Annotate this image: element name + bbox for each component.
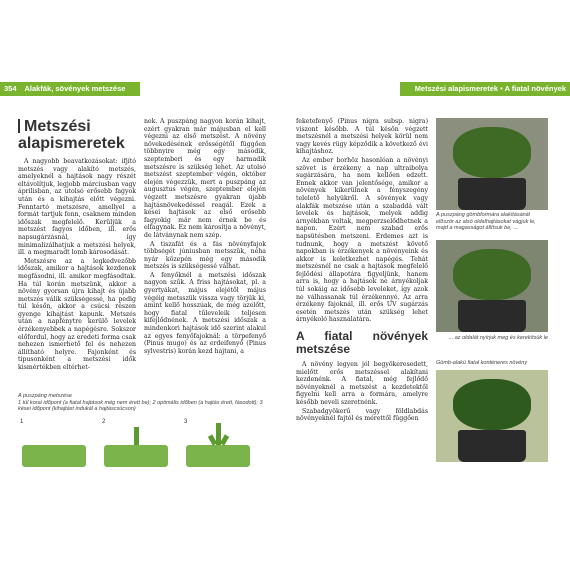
photo-boxwood-ball	[436, 370, 548, 462]
photo-boxwood-trim-1	[436, 118, 548, 210]
hedge-shape	[22, 445, 86, 467]
paragraph: Az ember borhöz hasonlóan a növényi szövet is érzékeny a nap ultraibolya sugárzására, ha nem kellően edzett. Ennek akkor van jelentősége, amikor a növények kikerülnek a fényszegény telelető helyükről. A sövények vagy alakfák metszése után a szabaddá vált levelek és hajtások, melyek addig árnyékban voltak, megperzselődhetnek a napon. Ezért nem szabad erős napsütésben metszeni. Érdemes azt is tudnunk, hogy a metszést követő napokban is érzékenyek a növényeink és akkor is keletkezhet napégés. Tehát metszésnél ne csak a hajtások megfelelő fejlődési állapotára figyeljünk, hanem arra is, hogy a hajtások ne árnyékoljak túl sokáig az idősebb leveleket, így azok ne válhassanak túl érzékennyé. Az arra érzékeny fajoknál, ill. erős UV sugárzás esetén metszés után szükség lehet árnyékoló használatára.	[296, 156, 428, 324]
photo-boxwood-trim-2	[436, 240, 548, 332]
photo-caption-1: A puszpáng gömbformára alakításánál először az alsó oldalhajtásokat vágjuk le, majd a magasságot állítsuk be, ...	[436, 212, 536, 232]
paragraph: Metszésre az a legkedvezőbb időszak, amikor a hajtások kezdenek megfásodni, ill. amikor megfásodtak. Ha túl korán metszünk, akkor a növény gyorsan újra kihajt és újabb metszés válik szükségessé, ha pedig túl későn, akkor a csúcsi részen gyenge kihajtást kapunk. Metszés után a napfénytre kerülő levelek érzékenyebbek a napégésre. Sokszor előfordul, hogy az eredeti forma csak nehezen ismerhető fel és nehezen állítható helyre. Fajonként és típusonként a metszési idők kismértékben eltérhet-	[18, 257, 136, 372]
paragraph: A fenyőknél a metszési időszak nagyon szűk. A friss hajtásokat, pl. a gyertyákat, május elejétől május végéig metsszük vissza vagy törjük ki, amint kellő hosszúak, de még azelőtt, hogy fiatal tűleveleik teljesen kifejlődnének. A metszési időszak a mindenkori hajtások idő szerint alakul az egyes fenyőfajoknál: a törpefenyő (Pinus mugo) és az erdeifenyő (Pinus sylvestris) korán kezd hajtani, a	[144, 271, 266, 355]
diagram-step-2	[100, 419, 172, 467]
paragraph: feketefenyő (Pinus nigra subsp. nigra) viszont később. A túl későn végzett metszésnél a metszési helyek körül nem vagy kevés rügy képződik a következő évi kihajtáshoz.	[296, 118, 428, 156]
paragraph: Szabadgyökerű vagy földlabdás növényeknél fajtól és mérettől függően	[296, 407, 428, 423]
heading-bar	[18, 119, 20, 133]
photo-caption-2: ... az oldalát nyírjuk meg és kerekítsük le	[448, 335, 548, 341]
diagram-caption-text: 1 túl korai időpont (a fiatal hajtások még nem érett be); 2 optimális időben (a hajtás érett, fásodott); 3 kései időpont (kihajtást indukál a hajtáscsúcson)	[18, 399, 263, 413]
diagram-label: 2	[102, 419, 106, 425]
diagram-step-3	[182, 419, 254, 467]
right-page-number: 355	[553, 112, 566, 121]
diagram-caption	[18, 393, 268, 413]
diagram-label: 1	[20, 419, 24, 425]
bush-shape	[453, 127, 531, 178]
bush-shape	[453, 249, 531, 300]
section-heading: A fiatal növények metszése	[296, 329, 428, 357]
boxwood-pruning-diagram	[18, 419, 268, 467]
paragraph: A nagyobb beavatkozásokat: ifjító metszés vagy alakító metszés, amelyeknél a hajtások nagy részét eltávolítjuk, legjobb márciusban vagy áprilisban, az utolsó erősebb fagyok után és a kihajtás előtt végezni. Fenntartó metszésre, amellyel a formát tartjuk fenn, csaknem minden időszak megfelelő. Kerüljük a metszést fagyos időben, ill. erős napsugárzásnál, így minimalizálhatjuk a metszési helyek, ill. a megmaradt lomb károsodását.	[18, 158, 136, 257]
left-page-number: 354	[4, 84, 17, 93]
left-column-1	[18, 118, 136, 373]
right-page-header	[400, 82, 570, 121]
bush-shape	[453, 379, 531, 430]
page-heading: Metszési alapismeretek	[18, 118, 125, 152]
diagram-label: 3	[184, 419, 188, 425]
pot-shape	[458, 178, 525, 210]
hedge-shape	[186, 445, 250, 467]
shoot-shape	[134, 427, 139, 445]
paragraph: A növény legyen jól begyökeresedett, mielőtt erős metszéssel alakítani kezdenénk. A fiatal, még fejlődő növényeknél a metszést a kezdetektől figyelni kell arra a formára, amelyre később neveli szeretnénk.	[296, 361, 428, 406]
diagram-step-1	[18, 419, 90, 467]
paragraph: A tiszafát és a fás növényfajok többségét júniusban metsszük, néha nyár közepén még egy második metszés is szükségessé válhat.	[144, 240, 266, 271]
diagram-caption-title: A puszpáng metszése	[18, 393, 72, 399]
hedge-shape	[104, 445, 168, 467]
left-page-header	[0, 82, 140, 96]
left-column-2	[144, 118, 266, 356]
shoot-shape	[220, 434, 229, 445]
photo-caption-3: Gömb-alakú fiatal konténeres növény	[436, 360, 528, 366]
paragraph: nek. A puszpáng nagyon korán kihajt, ezért gyakran már májusban el kell végezni az első metszést. A növény növekedésének erősségétől függően többnyire még egy második, szeptemberi és egy harmadik metszésre is szükség lehet. Az utolsó metszést szeptember végén, október elején végezzük, mert a puszpáng az augusztus végén, szeptember elején végzett metszésre gyakran újabb hajtásnövekedéssel reagál. Ezek a kései hajtások az első erősebb fagyokig már nem érnek be és elfagynak. Ez nem károsítja a növényt, de látványnak nem szép.	[144, 118, 266, 239]
right-header-title: Metszési alapismeretek • A fiatal növények metszése	[414, 84, 566, 107]
left-header-title: Alakfák, sövények metszése	[24, 84, 126, 93]
pot-shape	[458, 300, 525, 332]
right-column-1	[296, 118, 428, 424]
pot-shape	[458, 430, 525, 462]
